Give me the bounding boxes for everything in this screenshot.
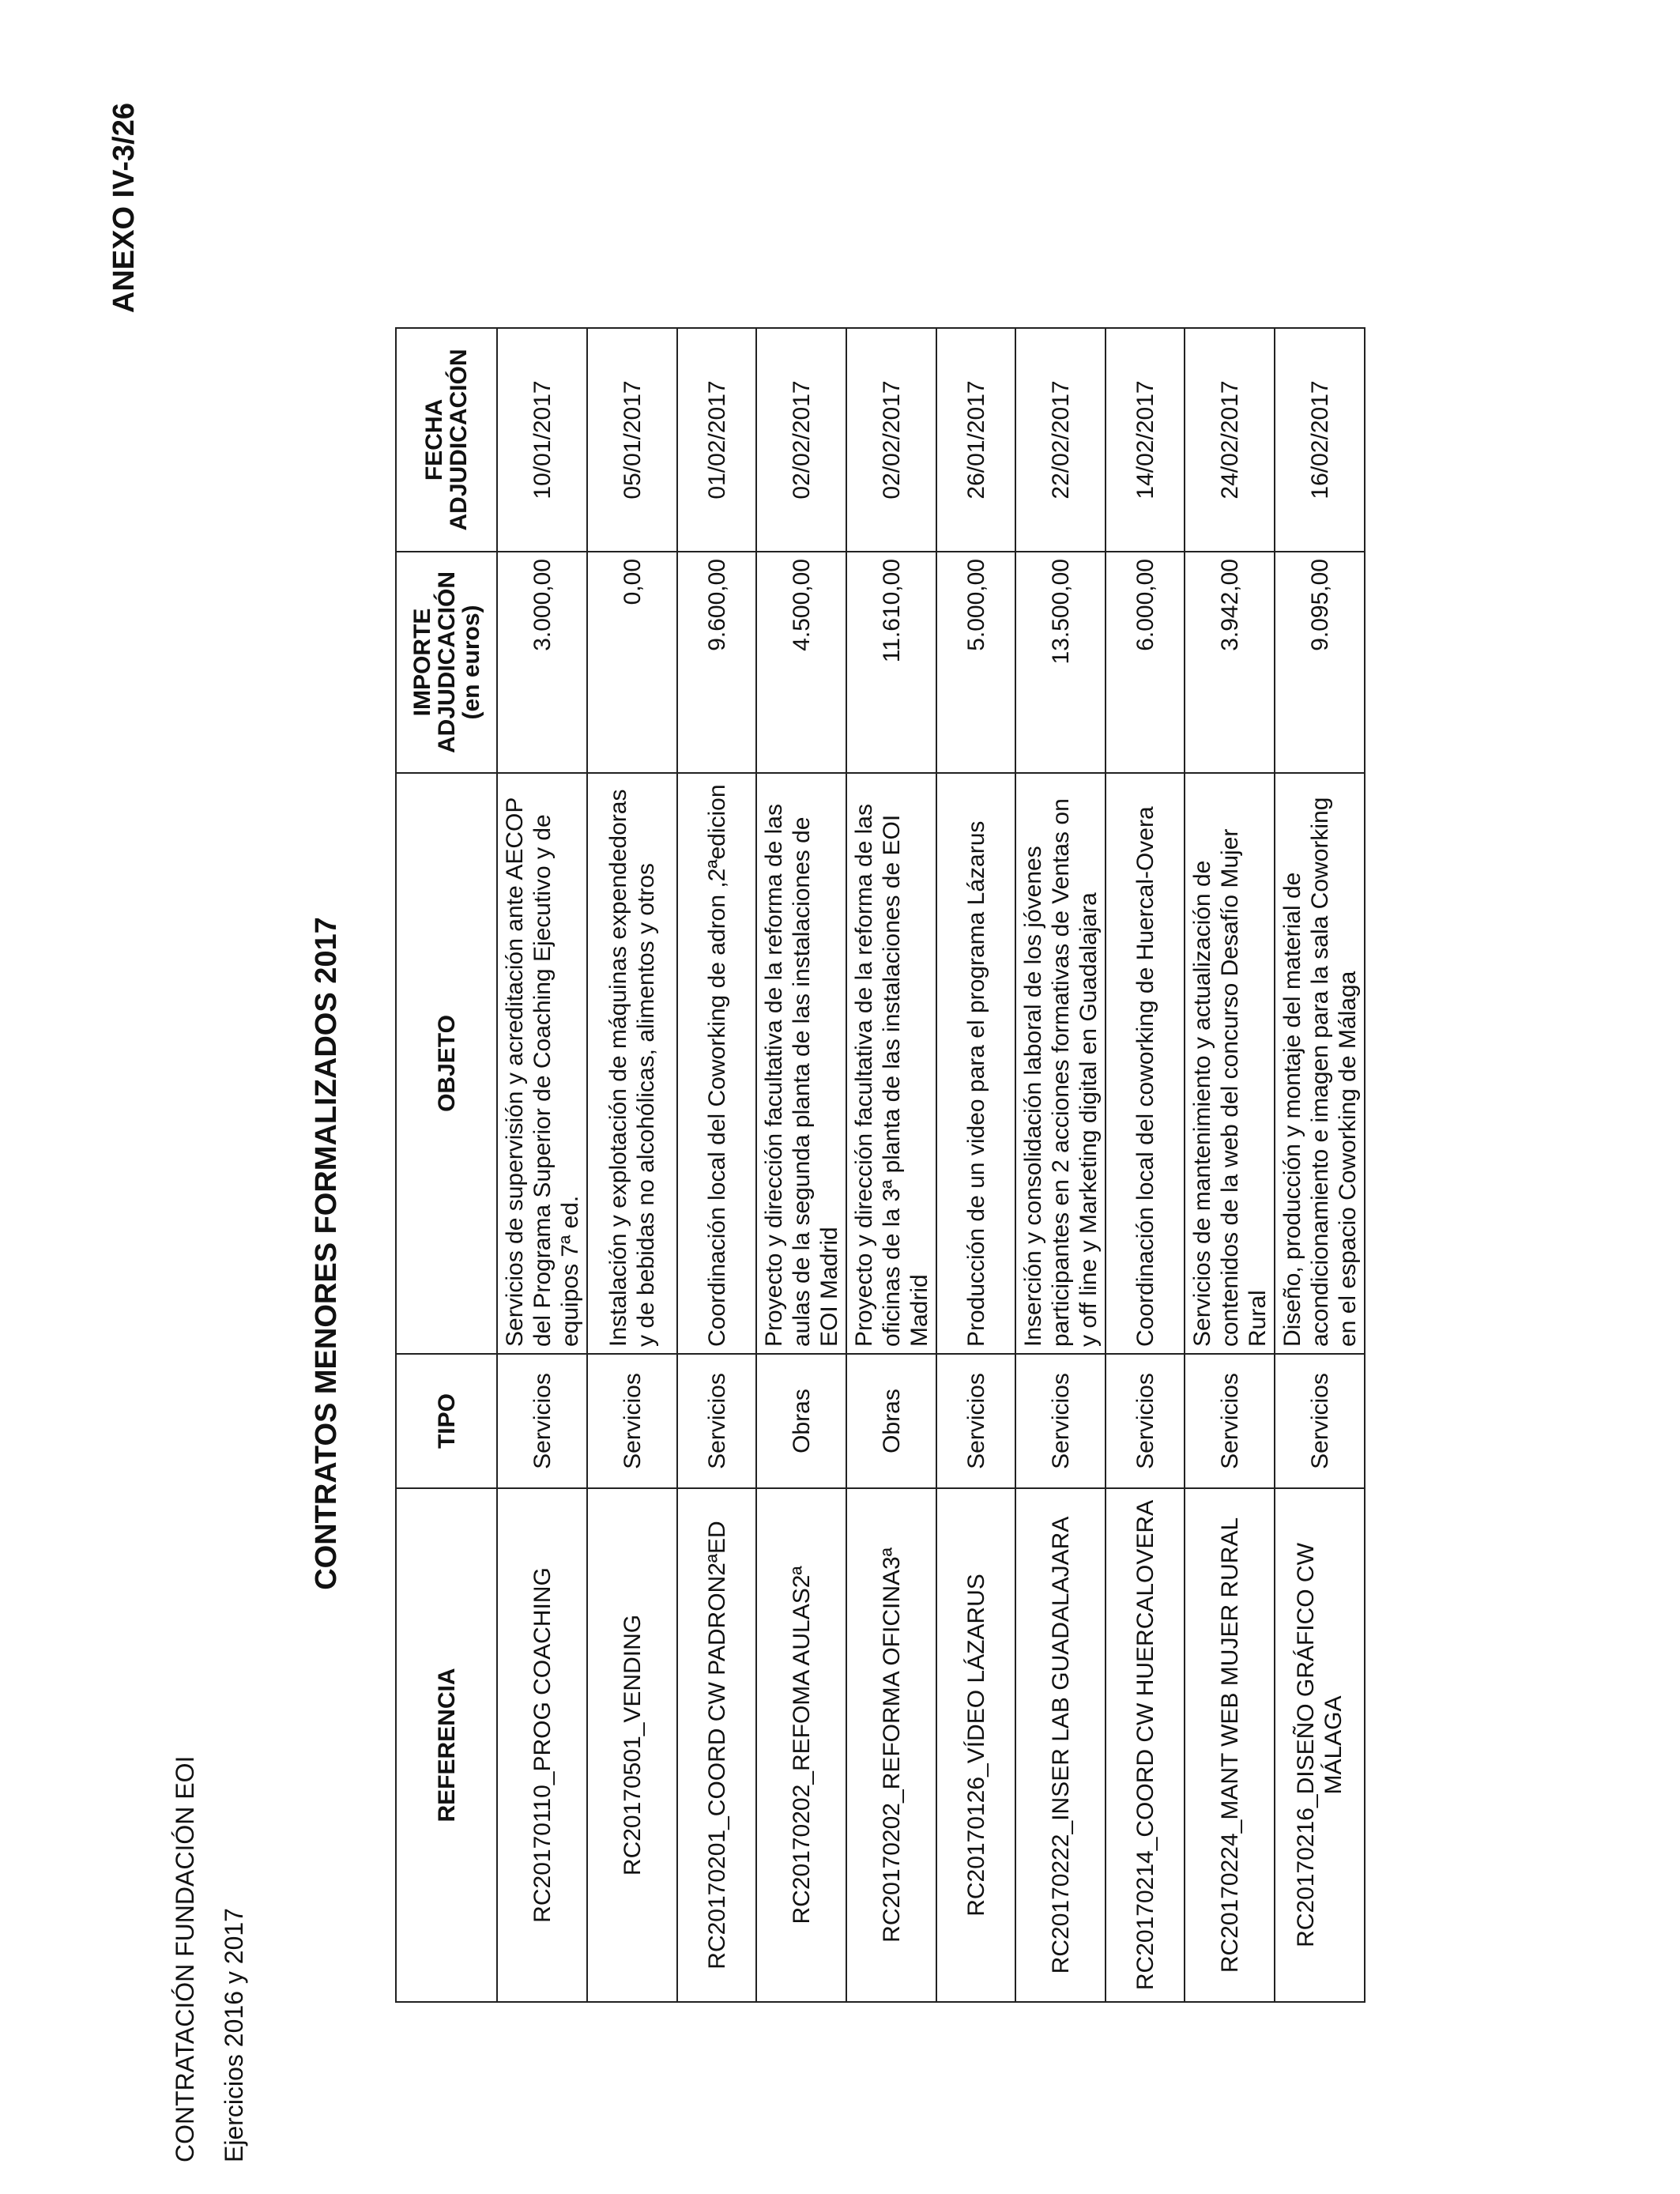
referencia-cell: RC20170222_INSER LAB GUADALAJARA [1015,1488,1106,2002]
tipo-cell: Servicios [936,1354,1015,1488]
annex-number: ANEXO IV-3/26 [107,103,141,314]
col-header-fecha: FECHA ADJUDICACIÓN [396,328,497,552]
referencia-cell: RC20170224_MANT WEB MUJER RURAL [1185,1488,1275,2002]
fiscal-years: Ejercicios 2016 y 2017 [220,1908,248,2162]
tipo-cell: Obras [756,1354,846,1488]
importe-cell: 13.500,00 [1015,552,1106,773]
importe-cell: 3.000,00 [497,552,587,773]
importe-cell: 11.610,00 [846,552,936,773]
objeto-cell: Proyecto y dirección facultativa de la reforma de las oficinas de la 3ª planta de las instalaciones de EOI Madrid [846,773,936,1354]
table-row [497,328,587,2002]
col-header-objeto: OBJETO [396,773,497,1354]
fecha-cell: 22/02/2017 [1015,328,1106,552]
objeto-cell: Coordinación local del coworking de Huercal-Overa [1106,773,1185,1354]
tipo-cell: Servicios [1015,1354,1106,1488]
importe-cell: 5.000,00 [936,552,1015,773]
importe-cell: 9.095,00 [1275,552,1365,773]
fecha-cell: 10/01/2017 [497,328,587,552]
organization-name: CONTRATACIÓN FUNDACIÓN EOI [171,1755,199,2162]
importe-cell: 3.942,00 [1185,552,1275,773]
tipo-cell: Servicios [677,1354,756,1488]
referencia-cell: RC20170216_DISEÑO GRÁFICO CW MÁLAGA [1275,1488,1365,2002]
table-row [1185,328,1275,2002]
objeto-cell: Diseño, producción y montaje del material de acondicionamiento e imagen para la sala Coworking en el espacio Coworking de Málaga [1275,773,1365,1354]
importe-cell: 6.000,00 [1106,552,1185,773]
referencia-cell: RC20170201_COORD CW PADRON2ªED [677,1488,756,2002]
fecha-cell: 14/02/2017 [1106,328,1185,552]
tipo-cell: Servicios [497,1354,587,1488]
objeto-cell: Instalación y explotación de máquinas expendedoras y de bebidas no alcohólicas, alimentos y otros [587,773,677,1354]
objeto-cell: Servicios de supervisión y acreditación ante AECOP del Programa Superior de Coaching Ejecutivo y de equipos 7ª ed. [497,773,587,1354]
table-header-row [396,328,497,2002]
objeto-cell: Producción de un video para el programa Lázarus [936,773,1015,1354]
objeto-cell: Proyecto y dirección facultativa de la reforma de las aulas de la segunda planta de las instalaciones de EOI Madrid [756,773,846,1354]
referencia-cell: RC20170501_VENDING [587,1488,677,2002]
table-row [1275,328,1365,2002]
fecha-cell: 16/02/2017 [1275,328,1365,552]
referencia-cell: RC20170202_REFOMA AULAS2ª [756,1488,846,2002]
contracts-table [395,327,1365,2003]
importe-cell: 9.600,00 [677,552,756,773]
referencia-cell: RC20170126_VÍDEO LÁZARUS [936,1488,1015,2002]
table-row [587,328,677,2002]
col-header-tipo: TIPO [396,1354,497,1488]
referencia-cell: RC20170202_REFORMA OFICINA3ª [846,1488,936,2002]
objeto-cell: Servicios de mantenimiento y actualización de contenidos de la web del concurso Desafío Mujer Rural [1185,773,1275,1354]
table-row [756,328,846,2002]
objeto-cell: Inserción y consolidación laboral de los jóvenes participantes en 2 acciones formativas de Ventas on y off line y Marketing digital en Guadalajara [1015,773,1106,1354]
col-header-referencia: REFERENCIA [396,1488,497,2002]
fecha-cell: 02/02/2017 [756,328,846,552]
fecha-cell: 02/02/2017 [846,328,936,552]
table-row [1106,328,1185,2002]
importe-cell: 4.500,00 [756,552,846,773]
objeto-cell: Coordinación local del Coworking de adron ,2ªedicion [677,773,756,1354]
table-row [846,328,936,2002]
fecha-cell: 26/01/2017 [936,328,1015,552]
col-header-importe: IMPORTE ADJUDICACIÓN (en euros) [396,552,497,773]
tipo-cell: Servicios [587,1354,677,1488]
tipo-cell: Obras [846,1354,936,1488]
referencia-cell: RC20170110_PROG COACHING [497,1488,587,2002]
table-row [1015,328,1106,2002]
tipo-cell: Servicios [1106,1354,1185,1488]
table-row [936,328,1015,2002]
referencia-cell: RC20170214_COORD CW HUERCALOVERA [1106,1488,1185,2002]
fecha-cell: 24/02/2017 [1185,328,1275,552]
tipo-cell: Servicios [1185,1354,1275,1488]
fecha-cell: 05/01/2017 [587,328,677,552]
table-row [677,328,756,2002]
tipo-cell: Servicios [1275,1354,1365,1488]
importe-cell: 0,00 [587,552,677,773]
fecha-cell: 01/02/2017 [677,328,756,552]
page-title: CONTRATOS MENORES FORMALIZADOS 2017 [310,917,343,1590]
